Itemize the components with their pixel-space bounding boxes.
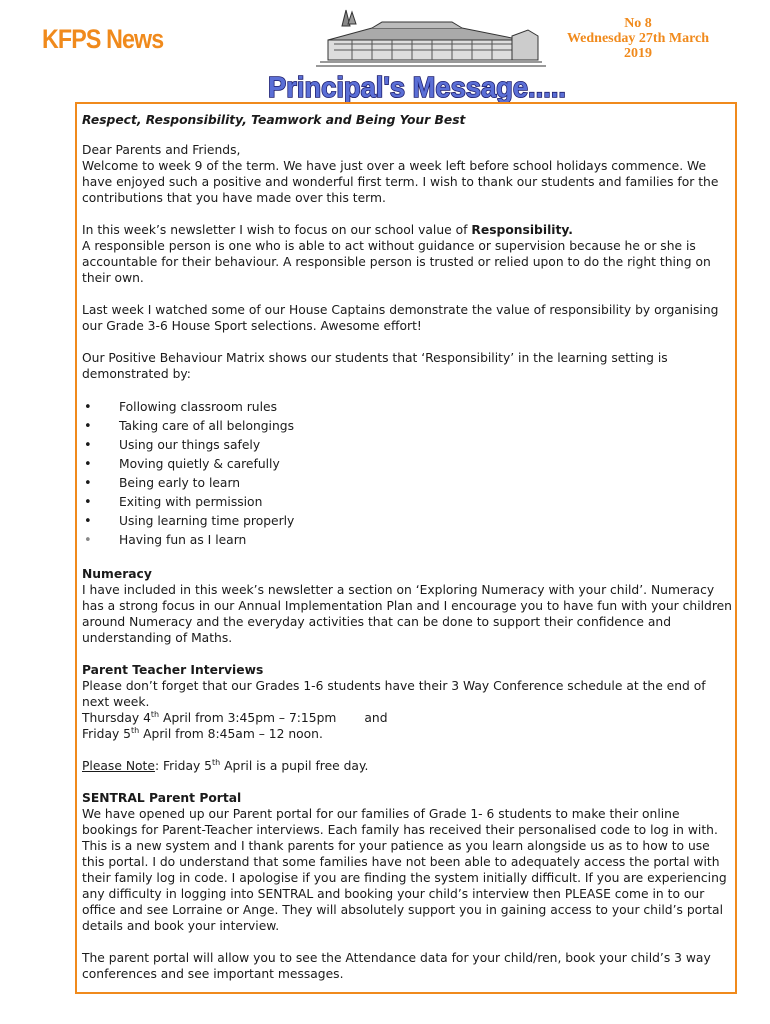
focus-value: Responsibility. <box>471 223 573 237</box>
focus-paragraph <box>82 222 734 286</box>
issue-year: 2019 <box>624 46 652 61</box>
issue-info <box>548 16 728 61</box>
pupil-free-note: Please Note: Friday 5th April is a pupil free day. <box>82 757 369 773</box>
matrix-list <box>82 398 734 550</box>
focus-definition: A responsible person is one who is able to act without guidance or supervision because he or she is accountable for their behaviour. A responsible person is trusted or relied upon to do the right thing on their own. <box>82 239 711 285</box>
interviews-body: Please don’t forget that our Grades 1-6 students have their 3 Way Conference schedule at the end of next week. <box>82 679 706 709</box>
thursday-session: Thursday 4th April from 3:45pm – 7:15pm <box>82 709 337 725</box>
sentral-section <box>82 790 734 934</box>
sentral-heading: SENTRAL Parent Portal <box>82 791 242 805</box>
captains-paragraph: Last week I watched some of our House Captains demonstrate the value of responsibility by organising our Grade 3-6 House Sport selections. Awesome effort! <box>82 303 719 333</box>
friday-session: Friday 5th April from 8:45am – 12 noon. <box>82 725 323 741</box>
message-body <box>82 112 734 998</box>
matrix-intro: Our Positive Behaviour Matrix shows our students that ‘Responsibility’ in the learning setting is demonstrated by: <box>82 351 668 381</box>
list-item: • Using learning time properly <box>82 512 734 531</box>
svg-text:Principal's Message.....: Principal's Message..... <box>268 72 566 104</box>
interviews-heading: Parent Teacher Interviews <box>82 663 264 677</box>
list-item: • Using our things safely <box>82 436 734 455</box>
list-item: • Being early to learn <box>82 474 734 493</box>
school-building-illustration <box>312 6 550 68</box>
welcome-text: Welcome to week 9 of the term. We have just over a week left before school holidays commence. We have enjoyed such a positive and wonderful first term. I wish to thank our students and families for the contributions that you have made over this term. <box>82 159 719 205</box>
note-label: Please Note <box>82 759 155 773</box>
list-item: • Having fun as I learn <box>82 531 734 550</box>
portal-closing: The parent portal will allow you to see the Attendance data for your child/ren, book your child’s 3 way conferences and see important messages. <box>82 951 711 981</box>
issue-number: No 8 <box>624 16 652 31</box>
list-item: • Following classroom rules <box>82 398 734 417</box>
numeracy-section <box>82 566 734 646</box>
issue-date: Wednesday 27th March <box>566 31 710 46</box>
list-item: • Exiting with permission <box>82 493 734 512</box>
sentral-body: We have opened up our Parent portal for our families of Grade 1- 6 students to make their online bookings for Parent-Teacher interviews. Each family has received their personalised code to log in with. This is a new system and I thank parents for your patience as you learn alongside us as to how to use this portal. I do understand that some families have not been able to adequately access the portal with their family log in code. I apologise if you are finding the system initially difficult. If you are experiencing any difficulty in logging into SENTRAL and booking your child’s interview then PLEASE come in to our office and see Lorraine or Ange. They will absolutely support you in gaining access to your child’s portal details and book your interview. <box>82 807 727 933</box>
principals-message-heading <box>264 66 569 106</box>
greeting: Dear Parents and Friends, <box>82 143 241 157</box>
focus-intro: In this week’s newsletter I wish to focus on our school value of <box>82 223 472 237</box>
newsletter-title: KFPS News <box>42 24 164 54</box>
values-lead: Respect, Responsibility, Teamwork and Being Your Best <box>82 113 466 127</box>
numeracy-heading: Numeracy <box>82 567 152 581</box>
numeracy-body: I have included in this week’s newsletter a section on ‘Exploring Numeracy with your child’. Numeracy has a strong focus in our Annual Implementation Plan and I encourage you to have fun with your children around Numeracy and the everyday activities that can be done to support their confidence and understanding of Maths. <box>82 583 732 645</box>
list-item: • Moving quietly & carefully <box>82 455 734 474</box>
list-item: • Taking care of all belongings <box>82 417 734 436</box>
interviews-section <box>82 662 734 742</box>
and-connector: and <box>364 711 388 725</box>
greeting-paragraph <box>82 142 734 206</box>
